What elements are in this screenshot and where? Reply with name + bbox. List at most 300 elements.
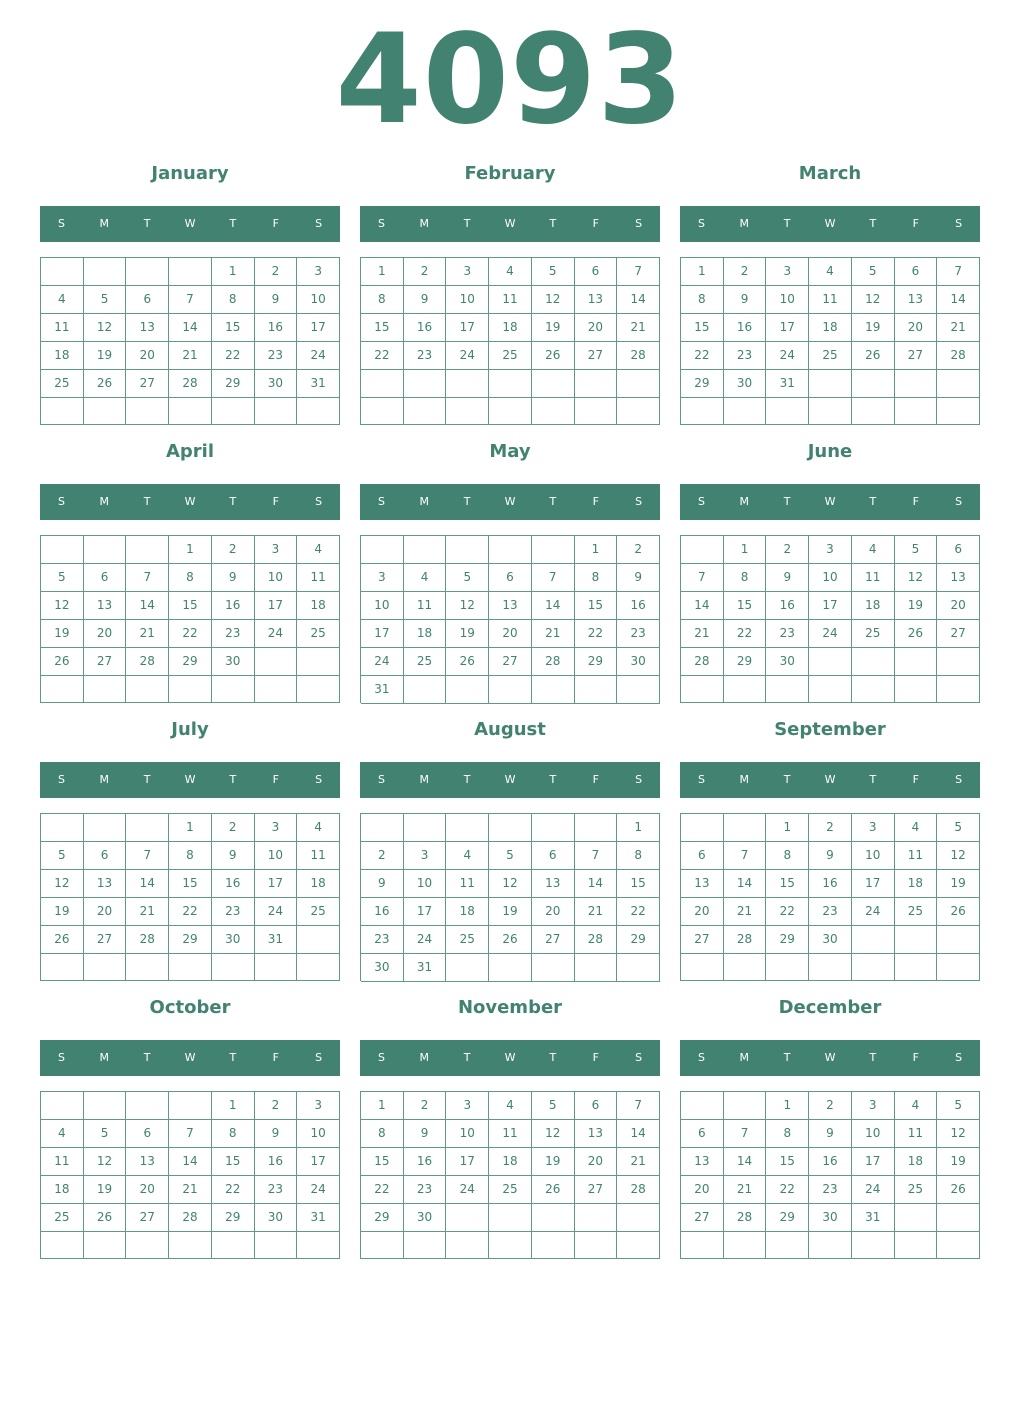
- day-cell: 30: [361, 954, 404, 982]
- empty-cell: [809, 676, 852, 703]
- day-cell: 28: [724, 926, 767, 954]
- weekday-label: T: [869, 1051, 877, 1064]
- day-cell: 15: [361, 314, 404, 342]
- empty-cell: [404, 536, 447, 564]
- weekday-label: M: [739, 495, 750, 508]
- day-cell: 16: [255, 314, 298, 342]
- day-cell: 27: [84, 926, 127, 954]
- day-cell: 24: [446, 1176, 489, 1204]
- day-cell: 8: [212, 1120, 255, 1148]
- empty-cell: [489, 398, 532, 426]
- empty-cell: [126, 536, 169, 564]
- empty-cell: [766, 1232, 809, 1259]
- empty-cell: [361, 398, 404, 426]
- weekday-label: F: [272, 217, 279, 230]
- empty-cell: [895, 676, 938, 703]
- empty-cell: [895, 370, 938, 398]
- empty-cell: [766, 398, 809, 425]
- weekday-label: T: [463, 495, 471, 508]
- day-cell: 6: [681, 1120, 724, 1148]
- day-cell: 9: [766, 564, 809, 592]
- day-cell: 17: [297, 314, 340, 342]
- day-cell: 26: [895, 620, 938, 648]
- weekday-label: F: [592, 217, 599, 230]
- day-cell: 14: [169, 1148, 212, 1176]
- empty-cell: [895, 926, 938, 954]
- empty-cell: [41, 258, 84, 286]
- empty-cell: [212, 954, 255, 981]
- weekday-label: S: [315, 773, 323, 786]
- empty-cell: [532, 1204, 575, 1232]
- weekday-header: [360, 484, 660, 520]
- empty-cell: [937, 1204, 980, 1232]
- day-cell: 21: [724, 1176, 767, 1204]
- day-cell: 5: [84, 286, 127, 314]
- empty-cell: [852, 398, 895, 425]
- day-cell: 26: [489, 926, 532, 954]
- empty-cell: [361, 814, 404, 842]
- day-cell: 13: [126, 1148, 169, 1176]
- day-cell: 23: [404, 342, 447, 370]
- empty-cell: [852, 370, 895, 398]
- day-cell: 27: [895, 342, 938, 370]
- empty-cell: [41, 954, 84, 981]
- day-cell: 8: [617, 842, 660, 870]
- empty-cell: [532, 398, 575, 426]
- day-cell: 13: [575, 1120, 618, 1148]
- weekday-label: S: [697, 1051, 705, 1064]
- day-cell: 18: [41, 1176, 84, 1204]
- empty-cell: [446, 814, 489, 842]
- empty-cell: [852, 1232, 895, 1259]
- empty-cell: [617, 1232, 660, 1259]
- day-cell: 3: [809, 536, 852, 564]
- weekday-label: W: [824, 217, 836, 230]
- day-cell: 22: [361, 1176, 404, 1204]
- day-cell: 3: [361, 564, 404, 592]
- month-name: April: [165, 441, 215, 462]
- day-cell: 20: [126, 342, 169, 370]
- day-cell: 31: [297, 1204, 340, 1232]
- empty-cell: [126, 676, 169, 703]
- weekday-label: S: [955, 773, 963, 786]
- empty-cell: [617, 676, 660, 704]
- day-cell: 8: [681, 286, 724, 314]
- day-cell: 24: [255, 620, 298, 648]
- day-cell: 28: [169, 1204, 212, 1232]
- weekday-label: M: [419, 773, 430, 786]
- day-cell: 20: [84, 620, 127, 648]
- day-cell: 13: [937, 564, 980, 592]
- day-cell: 26: [937, 898, 980, 926]
- day-cell: 19: [532, 1148, 575, 1176]
- day-cell: 9: [361, 870, 404, 898]
- day-cell: 6: [126, 1120, 169, 1148]
- day-cell: 14: [681, 592, 724, 620]
- month-name: July: [171, 719, 209, 740]
- day-grid: [360, 257, 660, 425]
- day-cell: 11: [404, 592, 447, 620]
- day-cell: 26: [852, 342, 895, 370]
- day-cell: 22: [575, 620, 618, 648]
- day-cell: 27: [84, 648, 127, 676]
- day-cell: 3: [852, 1092, 895, 1120]
- empty-cell: [404, 398, 447, 426]
- day-cell: 29: [212, 1204, 255, 1232]
- day-cell: 3: [255, 536, 298, 564]
- day-cell: 12: [895, 564, 938, 592]
- day-cell: 21: [681, 620, 724, 648]
- day-cell: 12: [937, 842, 980, 870]
- day-cell: 9: [212, 564, 255, 592]
- weekday-label: W: [504, 217, 516, 230]
- day-cell: 26: [446, 648, 489, 676]
- empty-cell: [84, 676, 127, 703]
- weekday-label: T: [783, 1051, 791, 1064]
- day-grid: [680, 257, 980, 425]
- day-cell: 13: [681, 870, 724, 898]
- day-cell: 23: [809, 898, 852, 926]
- day-cell: 26: [84, 370, 127, 398]
- empty-cell: [809, 1232, 852, 1259]
- empty-cell: [404, 1232, 447, 1259]
- day-cell: 31: [404, 954, 447, 982]
- day-cell: 8: [212, 286, 255, 314]
- day-cell: 26: [41, 926, 84, 954]
- empty-cell: [255, 648, 298, 676]
- day-cell: 13: [84, 592, 127, 620]
- day-cell: 18: [809, 314, 852, 342]
- day-cell: 15: [361, 1148, 404, 1176]
- day-cell: 8: [766, 842, 809, 870]
- weekday-label: S: [635, 773, 643, 786]
- day-cell: 24: [297, 1176, 340, 1204]
- empty-cell: [532, 814, 575, 842]
- weekday-label: F: [272, 773, 279, 786]
- empty-cell: [766, 954, 809, 981]
- day-cell: 9: [255, 1120, 298, 1148]
- day-cell: 29: [169, 926, 212, 954]
- weekday-label: F: [592, 773, 599, 786]
- empty-cell: [84, 814, 127, 842]
- day-cell: 23: [212, 620, 255, 648]
- day-cell: 1: [617, 814, 660, 842]
- weekday-label: S: [315, 1051, 323, 1064]
- weekday-header: [40, 484, 340, 520]
- day-cell: 23: [766, 620, 809, 648]
- weekday-header: [680, 206, 980, 242]
- empty-cell: [169, 258, 212, 286]
- day-cell: 19: [852, 314, 895, 342]
- day-cell: 13: [84, 870, 127, 898]
- day-cell: 6: [575, 1092, 618, 1120]
- day-cell: 21: [126, 620, 169, 648]
- day-cell: 6: [84, 842, 127, 870]
- empty-cell: [84, 1092, 127, 1120]
- day-cell: 10: [852, 842, 895, 870]
- empty-cell: [446, 1204, 489, 1232]
- day-cell: 30: [617, 648, 660, 676]
- weekday-label: S: [57, 773, 65, 786]
- weekday-label: F: [912, 217, 919, 230]
- empty-cell: [84, 398, 127, 425]
- day-cell: 21: [617, 314, 660, 342]
- weekday-label: T: [549, 495, 557, 508]
- day-cell: 6: [895, 258, 938, 286]
- weekday-header: [360, 1040, 660, 1076]
- day-cell: 22: [169, 620, 212, 648]
- empty-cell: [937, 954, 980, 981]
- day-cell: 16: [724, 314, 767, 342]
- day-cell: 2: [617, 536, 660, 564]
- day-cell: 5: [532, 258, 575, 286]
- day-cell: 24: [809, 620, 852, 648]
- empty-cell: [809, 954, 852, 981]
- day-cell: 15: [766, 1148, 809, 1176]
- day-cell: 26: [41, 648, 84, 676]
- empty-cell: [169, 676, 212, 703]
- day-cell: 25: [41, 1204, 84, 1232]
- empty-cell: [532, 370, 575, 398]
- day-cell: 28: [617, 342, 660, 370]
- day-cell: 1: [169, 814, 212, 842]
- day-cell: 23: [255, 1176, 298, 1204]
- day-cell: 1: [212, 1092, 255, 1120]
- empty-cell: [126, 1232, 169, 1259]
- empty-cell: [617, 954, 660, 982]
- empty-cell: [617, 370, 660, 398]
- month-name: January: [151, 163, 229, 184]
- day-cell: 6: [84, 564, 127, 592]
- empty-cell: [489, 536, 532, 564]
- day-cell: 16: [809, 870, 852, 898]
- empty-cell: [169, 1232, 212, 1259]
- day-cell: 7: [169, 286, 212, 314]
- day-cell: 21: [575, 898, 618, 926]
- empty-cell: [126, 814, 169, 842]
- empty-cell: [681, 536, 724, 564]
- day-cell: 14: [169, 314, 212, 342]
- day-cell: 27: [489, 648, 532, 676]
- day-cell: 22: [681, 342, 724, 370]
- day-cell: 29: [766, 1204, 809, 1232]
- day-cell: 29: [575, 648, 618, 676]
- day-cell: 26: [532, 342, 575, 370]
- weekday-header: [360, 762, 660, 798]
- month-name: September: [774, 719, 886, 740]
- day-cell: 26: [937, 1176, 980, 1204]
- day-cell: 29: [169, 648, 212, 676]
- weekday-label: T: [549, 773, 557, 786]
- day-cell: 1: [212, 258, 255, 286]
- day-cell: 25: [446, 926, 489, 954]
- day-cell: 5: [489, 842, 532, 870]
- day-cell: 23: [255, 342, 298, 370]
- day-cell: 20: [895, 314, 938, 342]
- day-cell: 8: [766, 1120, 809, 1148]
- empty-cell: [212, 398, 255, 425]
- empty-cell: [937, 648, 980, 676]
- empty-cell: [681, 814, 724, 842]
- day-cell: 30: [212, 926, 255, 954]
- day-cell: 29: [617, 926, 660, 954]
- day-cell: 24: [297, 342, 340, 370]
- day-cell: 7: [617, 258, 660, 286]
- day-cell: 3: [297, 1092, 340, 1120]
- day-cell: 19: [895, 592, 938, 620]
- day-cell: 18: [297, 592, 340, 620]
- day-grid: [40, 813, 340, 981]
- empty-cell: [255, 954, 298, 981]
- day-cell: 21: [169, 342, 212, 370]
- day-cell: 18: [852, 592, 895, 620]
- weekday-header: [680, 1040, 980, 1076]
- day-cell: 30: [809, 1204, 852, 1232]
- weekday-label: M: [419, 217, 430, 230]
- day-grid: [680, 1091, 980, 1259]
- day-cell: 14: [126, 592, 169, 620]
- day-cell: 16: [404, 1148, 447, 1176]
- day-cell: 1: [724, 536, 767, 564]
- empty-cell: [895, 1232, 938, 1259]
- empty-cell: [41, 1232, 84, 1259]
- weekday-label: T: [143, 217, 151, 230]
- day-cell: 22: [169, 898, 212, 926]
- empty-cell: [724, 676, 767, 703]
- empty-cell: [852, 926, 895, 954]
- empty-cell: [681, 954, 724, 981]
- day-cell: 26: [532, 1176, 575, 1204]
- day-cell: 5: [41, 564, 84, 592]
- day-cell: 12: [446, 592, 489, 620]
- day-grid: [360, 813, 660, 981]
- day-cell: 2: [724, 258, 767, 286]
- day-cell: 1: [681, 258, 724, 286]
- weekday-label: T: [229, 773, 237, 786]
- empty-cell: [575, 676, 618, 704]
- day-cell: 16: [617, 592, 660, 620]
- empty-cell: [84, 1232, 127, 1259]
- weekday-label: M: [99, 1051, 110, 1064]
- day-cell: 17: [852, 1148, 895, 1176]
- day-cell: 6: [681, 842, 724, 870]
- day-cell: 25: [297, 620, 340, 648]
- day-cell: 16: [404, 314, 447, 342]
- day-cell: 9: [404, 286, 447, 314]
- day-cell: 3: [297, 258, 340, 286]
- day-cell: 11: [809, 286, 852, 314]
- day-cell: 31: [297, 370, 340, 398]
- day-cell: 27: [681, 926, 724, 954]
- day-cell: 2: [404, 1092, 447, 1120]
- empty-cell: [852, 676, 895, 703]
- day-cell: 12: [937, 1120, 980, 1148]
- day-cell: 17: [809, 592, 852, 620]
- empty-cell: [255, 398, 298, 425]
- month-name: March: [798, 163, 862, 184]
- day-cell: 20: [84, 898, 127, 926]
- day-cell: 27: [575, 342, 618, 370]
- day-cell: 10: [766, 286, 809, 314]
- empty-cell: [937, 370, 980, 398]
- day-cell: 29: [361, 1204, 404, 1232]
- day-cell: 15: [212, 314, 255, 342]
- day-cell: 11: [852, 564, 895, 592]
- day-cell: 21: [169, 1176, 212, 1204]
- empty-cell: [126, 258, 169, 286]
- day-cell: 10: [852, 1120, 895, 1148]
- day-cell: 12: [41, 592, 84, 620]
- day-grid: [360, 1091, 660, 1259]
- day-cell: 11: [297, 564, 340, 592]
- weekday-label: F: [912, 495, 919, 508]
- day-cell: 27: [937, 620, 980, 648]
- empty-cell: [532, 536, 575, 564]
- day-cell: 4: [297, 536, 340, 564]
- day-cell: 5: [446, 564, 489, 592]
- weekday-label: S: [955, 495, 963, 508]
- day-cell: 8: [169, 564, 212, 592]
- day-cell: 20: [937, 592, 980, 620]
- day-cell: 13: [575, 286, 618, 314]
- day-cell: 2: [809, 814, 852, 842]
- day-cell: 28: [126, 926, 169, 954]
- empty-cell: [681, 1232, 724, 1259]
- day-cell: 27: [532, 926, 575, 954]
- empty-cell: [446, 370, 489, 398]
- month-name: June: [807, 441, 853, 462]
- day-cell: 14: [126, 870, 169, 898]
- empty-cell: [937, 926, 980, 954]
- day-cell: 7: [169, 1120, 212, 1148]
- empty-cell: [809, 370, 852, 398]
- weekday-label: S: [315, 495, 323, 508]
- day-cell: 23: [724, 342, 767, 370]
- month-name: May: [489, 441, 531, 462]
- day-cell: 9: [617, 564, 660, 592]
- day-cell: 22: [766, 1176, 809, 1204]
- weekday-label: F: [912, 773, 919, 786]
- day-cell: 30: [212, 648, 255, 676]
- empty-cell: [575, 370, 618, 398]
- day-cell: 6: [937, 536, 980, 564]
- day-cell: 19: [937, 870, 980, 898]
- day-cell: 27: [126, 370, 169, 398]
- day-cell: 28: [617, 1176, 660, 1204]
- day-cell: 23: [404, 1176, 447, 1204]
- day-cell: 4: [41, 286, 84, 314]
- weekday-label: T: [143, 773, 151, 786]
- day-cell: 5: [852, 258, 895, 286]
- day-cell: 24: [766, 342, 809, 370]
- empty-cell: [489, 676, 532, 704]
- empty-cell: [212, 1232, 255, 1259]
- month-name: November: [457, 997, 563, 1018]
- day-cell: 3: [446, 258, 489, 286]
- day-cell: 14: [724, 1148, 767, 1176]
- day-cell: 4: [852, 536, 895, 564]
- day-cell: 26: [84, 1204, 127, 1232]
- day-cell: 24: [361, 648, 404, 676]
- day-cell: 4: [446, 842, 489, 870]
- empty-cell: [895, 954, 938, 981]
- day-cell: 10: [809, 564, 852, 592]
- day-cell: 2: [809, 1092, 852, 1120]
- empty-cell: [575, 814, 618, 842]
- empty-cell: [532, 954, 575, 982]
- day-cell: 7: [724, 1120, 767, 1148]
- empty-cell: [297, 676, 340, 703]
